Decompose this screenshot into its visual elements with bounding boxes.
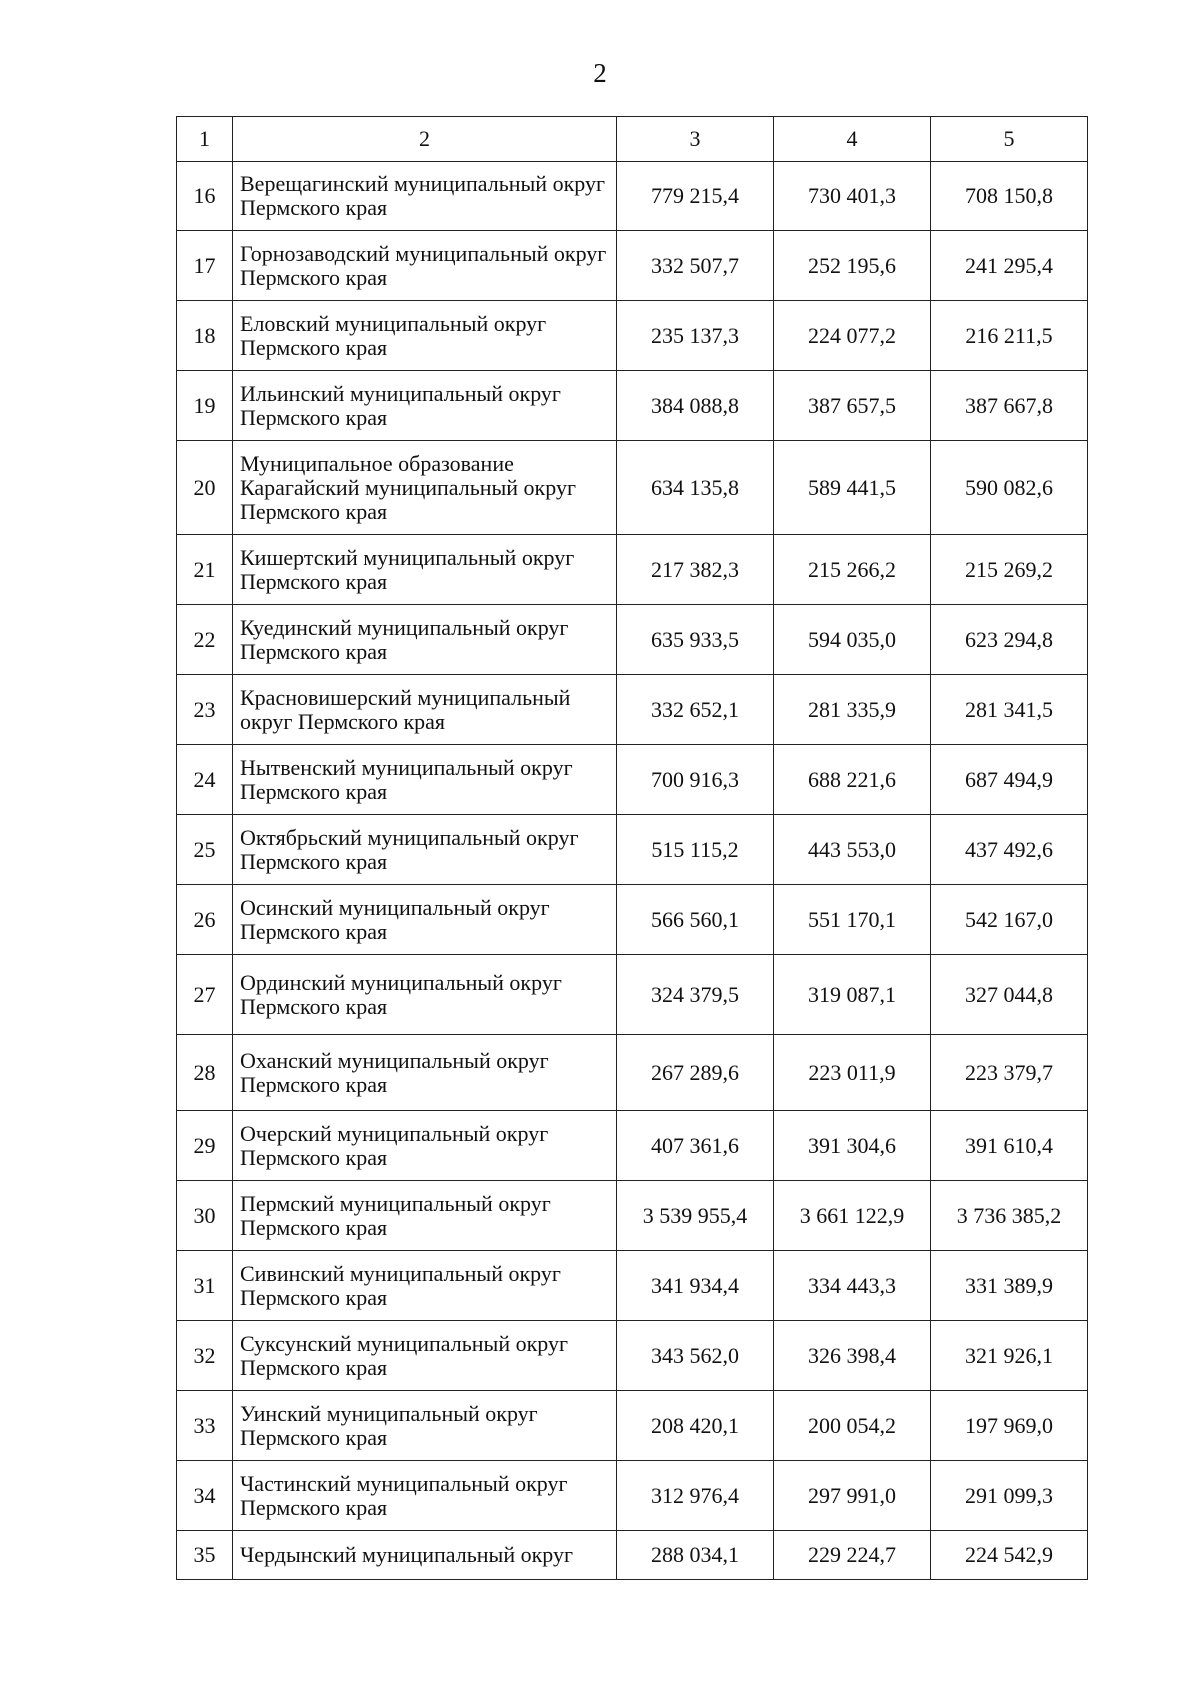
municipality-name: Ординский муниципальный округ Пермского края	[233, 955, 617, 1035]
header-row	[177, 117, 1088, 162]
column-header-1: 1	[177, 117, 233, 162]
table-row	[177, 955, 1088, 1035]
value-col-3: 635 933,5	[617, 605, 774, 675]
value-col-4: 3 661 122,9	[774, 1181, 931, 1251]
value-col-4: 443 553,0	[774, 815, 931, 885]
table-row	[177, 605, 1088, 675]
row-number: 24	[177, 745, 233, 815]
municipality-name: Красновишерский муниципальный округ Пермского края	[233, 675, 617, 745]
municipality-name: Горнозаводский муниципальный округ Пермского края	[233, 231, 617, 301]
value-col-3: 634 135,8	[617, 441, 774, 535]
row-number: 22	[177, 605, 233, 675]
value-col-5: 623 294,8	[931, 605, 1088, 675]
column-header-4: 4	[774, 117, 931, 162]
value-col-5: 241 295,4	[931, 231, 1088, 301]
table-row	[177, 162, 1088, 231]
table-row	[177, 675, 1088, 745]
municipality-name: Осинский муниципальный округ Пермского края	[233, 885, 617, 955]
value-col-4: 326 398,4	[774, 1321, 931, 1391]
value-col-3: 384 088,8	[617, 371, 774, 441]
value-col-4: 200 054,2	[774, 1391, 931, 1461]
value-col-3: 566 560,1	[617, 885, 774, 955]
value-col-3: 324 379,5	[617, 955, 774, 1035]
value-col-4: 387 657,5	[774, 371, 931, 441]
municipality-name: Пермский муниципальный округ Пермского края	[233, 1181, 617, 1251]
value-col-5: 3 736 385,2	[931, 1181, 1088, 1251]
value-col-5: 387 667,8	[931, 371, 1088, 441]
value-col-3: 217 382,3	[617, 535, 774, 605]
data-table	[176, 116, 1088, 1580]
table-row	[177, 1321, 1088, 1391]
municipality-name: Кишертский муниципальный округ Пермского края	[233, 535, 617, 605]
municipality-name: Уинский муниципальный округ Пермского края	[233, 1391, 617, 1461]
value-col-4: 391 304,6	[774, 1111, 931, 1181]
table-row	[177, 1181, 1088, 1251]
column-header-5: 5	[931, 117, 1088, 162]
row-number: 33	[177, 1391, 233, 1461]
table-row	[177, 231, 1088, 301]
municipality-name: Октябрьский муниципальный округ Пермского края	[233, 815, 617, 885]
table-row	[177, 535, 1088, 605]
row-number: 21	[177, 535, 233, 605]
value-col-3: 288 034,1	[617, 1531, 774, 1580]
value-col-4: 730 401,3	[774, 162, 931, 231]
row-number: 32	[177, 1321, 233, 1391]
municipality-name: Очерский муниципальный округ Пермского края	[233, 1111, 617, 1181]
value-col-5: 437 492,6	[931, 815, 1088, 885]
value-col-3: 312 976,4	[617, 1461, 774, 1531]
row-number: 20	[177, 441, 233, 535]
value-col-5: 281 341,5	[931, 675, 1088, 745]
table-row	[177, 371, 1088, 441]
value-col-5: 223 379,7	[931, 1035, 1088, 1111]
municipality-name: Чердынский муниципальный округ	[233, 1531, 617, 1580]
table-row	[177, 1111, 1088, 1181]
value-col-4: 229 224,7	[774, 1531, 931, 1580]
table-row	[177, 1531, 1088, 1580]
value-col-5: 687 494,9	[931, 745, 1088, 815]
value-col-5: 391 610,4	[931, 1111, 1088, 1181]
value-col-5: 291 099,3	[931, 1461, 1088, 1531]
value-col-5: 197 969,0	[931, 1391, 1088, 1461]
table-row	[177, 1035, 1088, 1111]
table-row	[177, 885, 1088, 955]
value-col-4: 589 441,5	[774, 441, 931, 535]
value-col-4: 223 011,9	[774, 1035, 931, 1111]
page-number: 2	[593, 58, 607, 88]
row-number: 18	[177, 301, 233, 371]
row-number: 34	[177, 1461, 233, 1531]
municipality-name: Ильинский муниципальный округ Пермского края	[233, 371, 617, 441]
value-col-3: 700 916,3	[617, 745, 774, 815]
table-row	[177, 745, 1088, 815]
value-col-3: 208 420,1	[617, 1391, 774, 1461]
row-number: 27	[177, 955, 233, 1035]
value-col-4: 252 195,6	[774, 231, 931, 301]
value-col-3: 779 215,4	[617, 162, 774, 231]
municipality-name: Куединский муниципальный округ Пермского края	[233, 605, 617, 675]
row-number: 26	[177, 885, 233, 955]
value-col-3: 515 115,2	[617, 815, 774, 885]
table-row	[177, 1391, 1088, 1461]
value-col-3: 267 289,6	[617, 1035, 774, 1111]
table-row	[177, 441, 1088, 535]
value-col-4: 688 221,6	[774, 745, 931, 815]
municipality-name: Верещагинский муниципальный округ Пермского края	[233, 162, 617, 231]
row-number: 25	[177, 815, 233, 885]
value-col-5: 542 167,0	[931, 885, 1088, 955]
row-number: 28	[177, 1035, 233, 1111]
value-col-5: 224 542,9	[931, 1531, 1088, 1580]
column-header-2: 2	[233, 117, 617, 162]
column-header-3: 3	[617, 117, 774, 162]
row-number: 29	[177, 1111, 233, 1181]
municipality-name: Еловский муниципальный округ Пермского края	[233, 301, 617, 371]
row-number: 17	[177, 231, 233, 301]
value-col-4: 224 077,2	[774, 301, 931, 371]
value-col-3: 341 934,4	[617, 1251, 774, 1321]
municipality-name: Нытвенский муниципальный округ Пермского края	[233, 745, 617, 815]
row-number: 31	[177, 1251, 233, 1321]
value-col-3: 332 507,7	[617, 231, 774, 301]
value-col-5: 327 044,8	[931, 955, 1088, 1035]
value-col-4: 215 266,2	[774, 535, 931, 605]
value-col-5: 331 389,9	[931, 1251, 1088, 1321]
value-col-4: 281 335,9	[774, 675, 931, 745]
municipality-name: Сивинский муниципальный округ Пермского края	[233, 1251, 617, 1321]
table-row	[177, 1251, 1088, 1321]
value-col-4: 297 991,0	[774, 1461, 931, 1531]
municipality-name: Частинский муниципальный округ Пермского края	[233, 1461, 617, 1531]
value-col-3: 343 562,0	[617, 1321, 774, 1391]
value-col-5: 215 269,2	[931, 535, 1088, 605]
municipality-name: Суксунский муниципальный округ Пермского края	[233, 1321, 617, 1391]
row-number: 35	[177, 1531, 233, 1580]
value-col-5: 321 926,1	[931, 1321, 1088, 1391]
row-number: 16	[177, 162, 233, 231]
value-col-4: 319 087,1	[774, 955, 931, 1035]
value-col-3: 332 652,1	[617, 675, 774, 745]
table-row	[177, 301, 1088, 371]
value-col-3: 407 361,6	[617, 1111, 774, 1181]
value-col-5: 708 150,8	[931, 162, 1088, 231]
municipality-name: Муниципальное образование Карагайский муниципальный округ Пермского края	[233, 441, 617, 535]
value-col-5: 216 211,5	[931, 301, 1088, 371]
value-col-4: 334 443,3	[774, 1251, 931, 1321]
municipality-name: Оханский муниципальный округ Пермского края	[233, 1035, 617, 1111]
value-col-4: 551 170,1	[774, 885, 931, 955]
row-number: 23	[177, 675, 233, 745]
table-row	[177, 1461, 1088, 1531]
value-col-4: 594 035,0	[774, 605, 931, 675]
value-col-5: 590 082,6	[931, 441, 1088, 535]
table-row	[177, 815, 1088, 885]
value-col-3: 235 137,3	[617, 301, 774, 371]
row-number: 19	[177, 371, 233, 441]
value-col-3: 3 539 955,4	[617, 1181, 774, 1251]
row-number: 30	[177, 1181, 233, 1251]
